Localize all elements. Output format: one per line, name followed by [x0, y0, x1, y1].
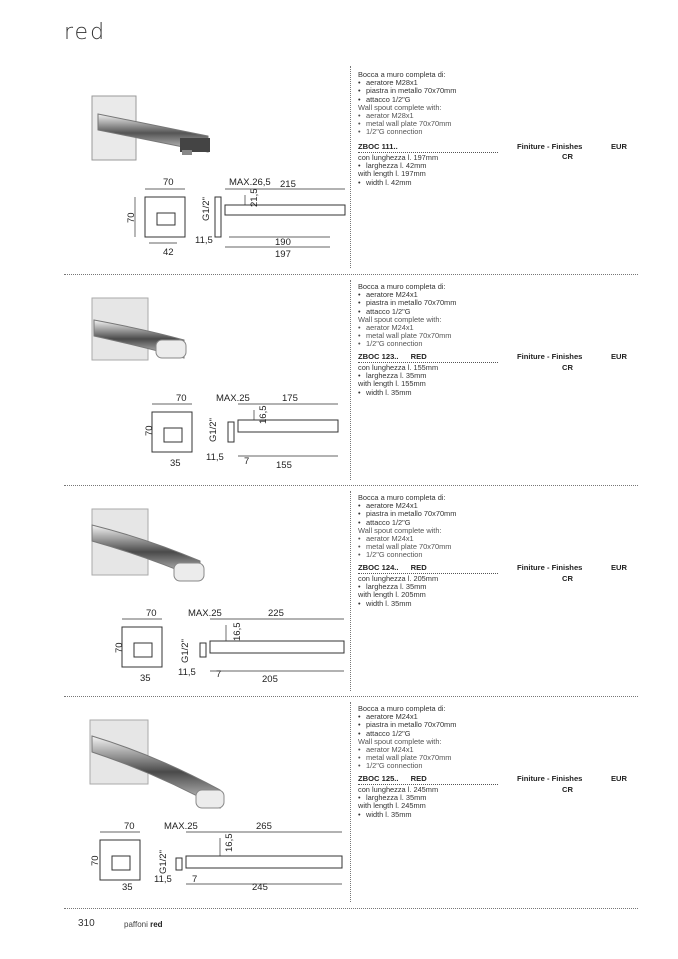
product-line: RED [410, 563, 427, 572]
spec-item: • piastra in metallo 70x70mm [358, 721, 508, 729]
dim-label: 70 [126, 212, 137, 223]
finishes-header [517, 774, 627, 783]
dim-label: 7 [244, 456, 250, 467]
spout-photo [88, 284, 228, 384]
spec-item: • metal wall plate 70x70mm [358, 754, 508, 762]
spec-list [358, 494, 508, 560]
product-section [0, 62, 678, 274]
spec-list [358, 283, 508, 349]
spec-item: • aeratore M24x1 [358, 713, 508, 721]
spec-item: • 1/2"G connection [358, 762, 508, 770]
spec-intro-en: Wall spout complete with: [358, 314, 442, 324]
technical-drawing [140, 392, 350, 472]
size-list [358, 575, 508, 608]
product-code-row [358, 142, 498, 153]
spec-intro-en: Wall spout complete with: [358, 102, 442, 112]
spec-item: • attacco 1/2"G [358, 308, 508, 316]
finish-value: CR [562, 574, 573, 583]
spec-item: • aeratore M24x1 [358, 291, 508, 299]
dim-label: 70 [124, 821, 135, 832]
spec-item: • aeratore M28x1 [358, 79, 508, 87]
dim-label: 70 [146, 608, 157, 619]
dim-label: 35 [140, 673, 151, 684]
width-en: • width l. 42mm [358, 179, 508, 187]
dim-label: 70 [90, 855, 101, 866]
spec-intro-it: Bocca a muro completa di: [358, 493, 446, 502]
finishes-label: Finiture - Finishes [517, 352, 583, 361]
spec-item: • aerator M24x1 [358, 535, 508, 543]
spec-item: • 1/2"G connection [358, 128, 508, 136]
finishes-header [517, 563, 627, 572]
product-line: RED [410, 352, 427, 361]
dim-label: MAX.25 [216, 393, 250, 404]
spec-item: • attacco 1/2"G [358, 730, 508, 738]
dim-label: 205 [262, 674, 278, 685]
product-section [0, 485, 678, 697]
dim-label: 11,5 [206, 452, 224, 463]
finishes-label: Finiture - Finishes [517, 563, 583, 572]
finishes-header [517, 352, 627, 361]
dim-label: 155 [276, 460, 292, 471]
width-it: • larghezza l. 35mm [358, 794, 508, 802]
dim-label: 215 [280, 179, 296, 190]
length-en: with length l. 205mm [358, 590, 426, 600]
spec-item: • 1/2"G connection [358, 551, 508, 559]
finishes-label: Finiture - Finishes [517, 142, 583, 151]
product-code: ZBOC 125.. [358, 774, 399, 783]
dim-label: 16,5 [224, 833, 235, 852]
size-list [358, 786, 508, 819]
spec-item: • aerator M28x1 [358, 112, 508, 120]
spec-item: • piastra in metallo 70x70mm [358, 510, 508, 518]
length-en: with length l. 155mm [358, 379, 426, 389]
size-list [358, 154, 508, 187]
dim-label: 225 [268, 608, 284, 619]
footer-brand [124, 920, 163, 929]
dim-label: 21,5 [249, 188, 260, 207]
spec-intro-it: Bocca a muro completa di: [358, 70, 446, 79]
width-en: • width l. 35mm [358, 600, 508, 608]
dim-label: 35 [170, 458, 181, 469]
spec-item: • 1/2"G connection [358, 340, 508, 348]
dim-label: 35 [122, 882, 133, 893]
spec-item: • attacco 1/2"G [358, 519, 508, 527]
product-code: ZBOC 123.. [358, 352, 399, 361]
product-code-row [358, 563, 498, 574]
dim-label: 175 [282, 393, 298, 404]
product-section [0, 274, 678, 486]
dim-label: 42 [163, 247, 174, 258]
width-en: • width l. 35mm [358, 389, 508, 397]
finishes-header [517, 142, 627, 151]
width-it: • larghezza l. 35mm [358, 372, 508, 380]
width-it: • larghezza l. 42mm [358, 162, 508, 170]
spec-item: • aerator M24x1 [358, 746, 508, 754]
technical-drawing [125, 177, 350, 267]
dim-label: MAX.25 [164, 821, 198, 832]
spec-intro-it: Bocca a muro completa di: [358, 282, 446, 291]
page-number: 310 [78, 918, 95, 929]
dim-label: 70 [163, 177, 174, 188]
dim-label: 70 [114, 642, 125, 653]
dim-label: 190 [275, 237, 291, 248]
length-it: con lunghezza l. 245mm [358, 785, 439, 794]
spout-photo [88, 495, 228, 595]
dim-label: 11,5 [178, 667, 196, 678]
dim-label: G1/2" [180, 639, 191, 663]
technical-drawing [110, 607, 350, 687]
dim-label: 197 [275, 249, 291, 260]
dim-label: G1/2" [208, 418, 219, 442]
dim-label: 11,5 [195, 235, 213, 246]
dim-label: 16,5 [232, 622, 243, 641]
dim-label: G1/2" [158, 850, 169, 874]
dim-label: MAX.26,5 [229, 177, 271, 188]
product-section [0, 696, 678, 908]
product-line: RED [410, 774, 427, 783]
spec-intro-it: Bocca a muro completa di: [358, 704, 446, 713]
brand-name: paffoni [124, 920, 148, 929]
spec-item: • aeratore M24x1 [358, 502, 508, 510]
brand-line: red [150, 920, 163, 929]
dim-label: 265 [256, 821, 272, 832]
spec-item: • attacco 1/2"G [358, 96, 508, 104]
technical-drawing [86, 820, 348, 900]
width-it: • larghezza l. 35mm [358, 583, 508, 591]
currency-label: EUR [610, 774, 627, 783]
product-code-row [358, 352, 498, 363]
spec-item: • piastra in metallo 70x70mm [358, 299, 508, 307]
dim-label: 11,5 [154, 874, 172, 885]
finish-value: CR [562, 152, 573, 161]
product-code: ZBOC 124.. [358, 563, 399, 572]
dim-label: G1/2" [201, 197, 212, 221]
product-code-row [358, 774, 498, 785]
dim-label: 7 [216, 669, 222, 680]
finish-value: CR [562, 363, 573, 372]
spec-list [358, 705, 508, 771]
width-en: • width l. 35mm [358, 811, 508, 819]
length-it: con lunghezza l. 205mm [358, 574, 439, 583]
page-title: red [64, 20, 107, 45]
length-en: with length l. 197mm [358, 169, 426, 179]
size-list [358, 364, 508, 397]
spec-intro-en: Wall spout complete with: [358, 525, 442, 535]
currency-label: EUR [610, 563, 627, 572]
dim-label: 70 [176, 393, 187, 404]
dim-label: 70 [144, 425, 155, 436]
spec-item: • metal wall plate 70x70mm [358, 543, 508, 551]
length-it: con lunghezza l. 155mm [358, 363, 439, 372]
length-en: with length l. 245mm [358, 801, 426, 811]
spout-photo [88, 72, 228, 172]
dim-label: 7 [192, 874, 198, 885]
finish-value: CR [562, 785, 573, 794]
spec-item: • metal wall plate 70x70mm [358, 332, 508, 340]
finishes-label: Finiture - Finishes [517, 774, 583, 783]
currency-label: EUR [610, 142, 627, 151]
dim-label: 16,5 [258, 405, 269, 424]
row-separator [64, 908, 638, 909]
product-code: ZBOC 111.. [358, 142, 398, 151]
currency-label: EUR [610, 352, 627, 361]
spec-item: • piastra in metallo 70x70mm [358, 87, 508, 95]
spec-item: • aerator M24x1 [358, 324, 508, 332]
spec-intro-en: Wall spout complete with: [358, 736, 442, 746]
dim-label: MAX.25 [188, 608, 222, 619]
spout-photo [88, 706, 228, 816]
length-it: con lunghezza l. 197mm [358, 153, 439, 162]
spec-item: • metal wall plate 70x70mm [358, 120, 508, 128]
dim-label: 245 [252, 882, 268, 893]
spec-list [358, 71, 508, 137]
